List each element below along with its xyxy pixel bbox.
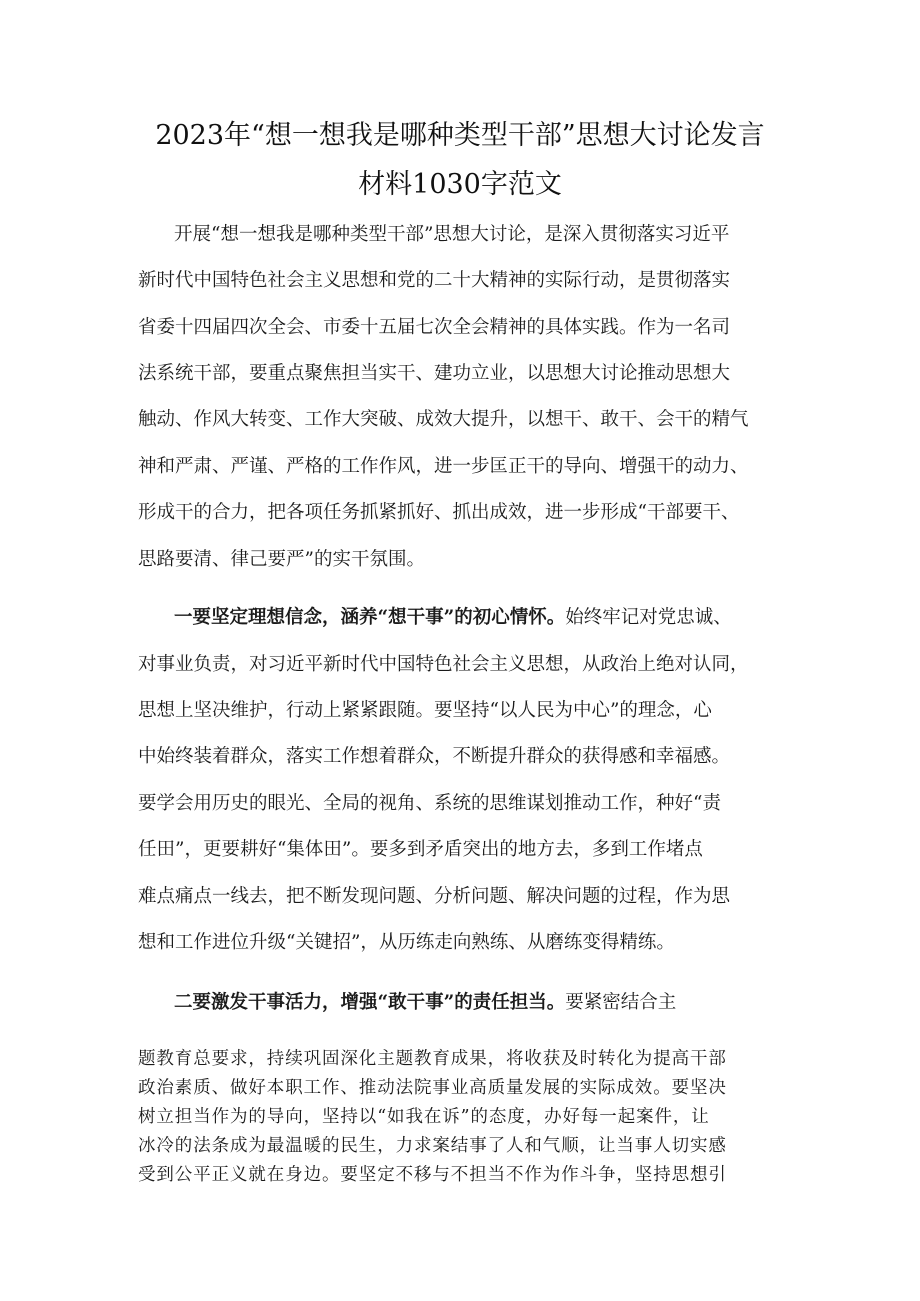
section-2-first-line-text: 要紧密结合主 (565, 992, 677, 1013)
paragraph-1-line-4: 法系统干部，要重点聚焦担当实干、建功立业，以思想大讨论推动思想大 (138, 363, 731, 384)
section-2-line-3: 政治素质、做好本职工作、推动法院事业高质量发展的实际成效。要坚决 (138, 1078, 727, 1098)
section-2-line-4: 树立担当作为的导向，坚持以“如我在诉”的态度，办好每一起案件，让 (138, 1107, 710, 1127)
paragraph-1-line-1: 开展“想一想我是哪种类型干部”思想大讨论，是深入贯彻落实习近平 (174, 224, 730, 245)
section-1-line-4: 中始终装着群众，落实工作想着群众，不断提升群众的获得感和幸福感。 (138, 746, 731, 767)
paragraph-1-line-5: 触动、作风大转变、工作大突破、成效大提升，以想干、敢干、会干的精气 (138, 409, 749, 430)
paragraph-1-line-6: 神和严肃、严谨、严格的工作作风，进一步匡正干的导向、增强干的动力、 (138, 456, 749, 477)
section-2-first-line (174, 988, 676, 1014)
section-2-line-5: 冰冷的法条成为最温暖的民生，力求案结事了人和气顺，让当事人切实感 (138, 1136, 727, 1156)
paragraph-1-line-7: 形成干的合力，把各项任务抓紧抓好、抓出成效，进一步形成“干部要干、 (138, 502, 740, 523)
section-1-line-2: 对事业负责，对习近平新时代中国特色社会主义思想，从政治上绝对认同， (138, 654, 749, 675)
section-1-line-8: 想和工作进位升级“关键招”，从历练走向熟练、从磨练变得精练。 (138, 932, 675, 953)
paragraph-1-line-2: 新时代中国特色社会主义思想和党的二十大精神的实际行动，是贯彻落实 (138, 270, 731, 291)
section-2-heading: 二要激发干事活力，增强“敢干事”的责任担当。 (174, 992, 566, 1013)
section-1-line-3: 思想上坚决维护，行动上紧紧跟随。要坚持“以人民为中心”的理念，心 (138, 700, 712, 721)
section-1-first-line-text: 始终牢记对党忠诚、 (565, 607, 732, 628)
section-2-line-6: 受到公平正义就在身边。要坚定不移与不担当不作为作斗争，坚持思想引 (138, 1165, 727, 1185)
paragraph-1-line-3: 省委十四届四次全会、市委十五届七次全会精神的具体实践。作为一名司 (138, 317, 731, 338)
document-title-line-2: 材料1030字范文 (358, 169, 562, 200)
section-1-line-6: 任田”，更要耕好“集体田”。要多到矛盾突出的地方去，多到工作堵点 (138, 839, 703, 860)
section-1-line-7: 难点痛点一线去，把不断发现问题、分析问题、解决问题的过程，作为思 (138, 886, 731, 907)
section-1-first-line (174, 603, 732, 629)
paragraph-1-line-8: 思路要清、律己要严”的实干氛围。 (138, 549, 425, 570)
section-2-line-2: 题教育总要求，持续巩固深化主题教育成果，将收获及时转化为提高干部 (138, 1049, 727, 1069)
section-1-line-5: 要学会用历史的眼光、全局的视角、系统的思维谋划推动工作，种好“责 (138, 793, 721, 814)
section-1-heading: 一要坚定理想信念，涵养“想干事”的初心情怀。 (174, 607, 566, 628)
document-title-line-1: 2023年“想一想我是哪种类型干部”思想大讨论发言 (155, 120, 765, 151)
